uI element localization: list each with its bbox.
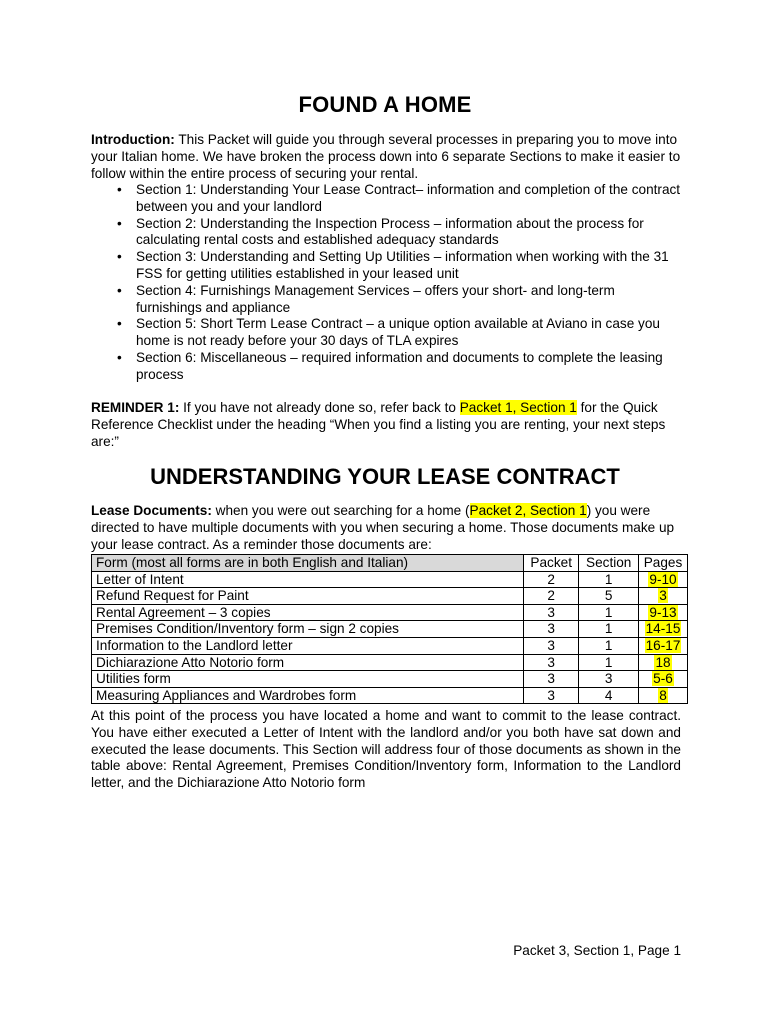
page-title: FOUND A HOME [298, 92, 472, 117]
reminder-paragraph [91, 400, 681, 450]
table-row [92, 654, 688, 671]
section-heading: UNDERSTANDING YOUR LEASE CONTRACT [150, 464, 620, 489]
pages-highlight: 5-6 [653, 671, 673, 687]
table-row [92, 604, 688, 621]
cell-pages [639, 687, 688, 704]
bullet-icon: • [117, 249, 122, 265]
pages-highlight: 16-17 [645, 637, 681, 653]
reminder-text-before: If you have not already done so, refer back to [179, 400, 460, 415]
table-row [92, 637, 688, 654]
cell-packet: 2 [524, 571, 579, 588]
section-text: Section 5: Short Term Lease Contract – a unique option available at Aviano in case you home is not ready before your 30 days of TLA expires [136, 316, 660, 349]
list-item [91, 316, 681, 350]
bullet-icon: • [117, 182, 122, 197]
table-row [92, 621, 688, 638]
section-text: Section 4: Furnishings Management Services – offers your short- and long-term furnishings and appliance [136, 282, 615, 315]
lease-text-after: ) you were directed to have multiple documents with you when securing a home. Those documents make up your lease contract. As a reminder those documents are: [91, 503, 675, 552]
cell-form: Utilities form [92, 671, 524, 688]
table-row [92, 588, 688, 605]
list-item [91, 350, 681, 384]
lease-documents-paragraph [91, 503, 681, 553]
cell-packet: 3 [524, 604, 579, 621]
cell-section: 4 [579, 687, 639, 704]
cell-pages [639, 637, 688, 654]
pages-highlight: 8 [659, 687, 667, 703]
list-item [91, 283, 681, 317]
list-item [91, 216, 681, 250]
section-text: Section 6: Miscellaneous – required information and documents to complete the leasing process [136, 349, 663, 382]
cell-pages [639, 588, 688, 605]
cell-section: 1 [579, 621, 639, 638]
cell-form: Refund Request for Paint [92, 588, 524, 605]
cell-pages [639, 571, 688, 588]
cell-packet: 2 [524, 588, 579, 605]
header-form: Form (most all forms are in both English and Italian) [92, 555, 524, 572]
pages-highlight: 3 [659, 588, 667, 604]
cell-section: 1 [579, 604, 639, 621]
section-text: Section 2: Understanding the Inspection Process – information about the process for calculating rental costs and established adequacy standards [136, 215, 644, 248]
cell-section: 1 [579, 654, 639, 671]
bullet-icon: • [117, 282, 122, 298]
bullet-icon: • [117, 316, 122, 332]
cell-section: 1 [579, 571, 639, 588]
cell-form: Measuring Appliances and Wardrobes form [92, 687, 524, 704]
table-row [92, 571, 688, 588]
sections-list [91, 182, 681, 384]
reminder-text-after: for the Quick Reference Checklist under the heading “When you find a listing you are renting, your next steps are:” [91, 400, 666, 449]
cell-pages [639, 671, 688, 688]
bullet-icon: • [117, 349, 122, 365]
cell-packet: 3 [524, 654, 579, 671]
page-footer: Packet 3, Section 1, Page 1 [513, 943, 681, 958]
cell-packet: 3 [524, 637, 579, 654]
cell-form: Information to the Landlord letter [92, 637, 524, 654]
lease-text-before: when you were out searching for a home ( [211, 503, 470, 518]
table-row [92, 687, 688, 704]
cell-packet: 3 [524, 671, 579, 688]
pages-highlight: 9-10 [649, 571, 677, 587]
header-section: Section [579, 555, 639, 572]
cell-pages [639, 621, 688, 638]
cell-form: Letter of Intent [92, 571, 524, 588]
reminder-highlight: Packet 1, Section 1 [459, 400, 577, 415]
cell-section: 5 [579, 588, 639, 605]
cell-form: Dichiarazione Atto Notorio form [92, 654, 524, 671]
cell-pages [639, 604, 688, 621]
documents-table [91, 554, 688, 704]
header-packet: Packet [524, 555, 579, 572]
after-table-paragraph: At this point of the process you have located a home and want to commit to the lease contract. You have either executed a Letter of Intent with the landlord and/or you both have sat down and executed the lease documents. This Section will address four of those documents as shown in the table above: Rental Agreement, Premises Condition/Inventory form, Information to the Landlord letter, and the Dichiarazione Atto Notorio form [91, 708, 681, 791]
table-header-row [92, 555, 688, 572]
table-row [92, 671, 688, 688]
cell-form: Rental Agreement – 3 copies [92, 604, 524, 621]
list-item [91, 249, 681, 283]
cell-form: Premises Condition/Inventory form – sign 2 copies [92, 621, 524, 638]
lease-documents-label: Lease Documents: [91, 503, 212, 518]
pages-highlight: 9-13 [649, 604, 677, 620]
section-text: Section 1: Understanding Your Lease Contract– information and completion of the contract between you and your landlord [136, 182, 681, 214]
reminder-label: REMINDER 1: [91, 400, 180, 415]
introduction-text: This Packet will guide you through several processes in preparing you to move into your Italian home. We have broken the process down into 6 separate Sections to make it easier to follow within the entire process of securing your rental. [91, 132, 681, 181]
cell-packet: 3 [524, 687, 579, 704]
pages-highlight: 14-15 [645, 621, 681, 637]
list-item [91, 182, 681, 216]
cell-pages [639, 654, 688, 671]
cell-section: 3 [579, 671, 639, 688]
cell-section: 1 [579, 637, 639, 654]
header-pages: Pages [639, 555, 688, 572]
section-text: Section 3: Understanding and Setting Up Utilities – information when working with the 31 FSS for getting utilities established in your leased unit [136, 249, 669, 281]
introduction-label: Introduction: [91, 132, 175, 147]
pages-highlight: 18 [655, 654, 671, 670]
lease-highlight: Packet 2, Section 1 [469, 503, 587, 518]
bullet-icon: • [117, 215, 122, 231]
cell-packet: 3 [524, 621, 579, 638]
introduction-paragraph [91, 132, 681, 182]
